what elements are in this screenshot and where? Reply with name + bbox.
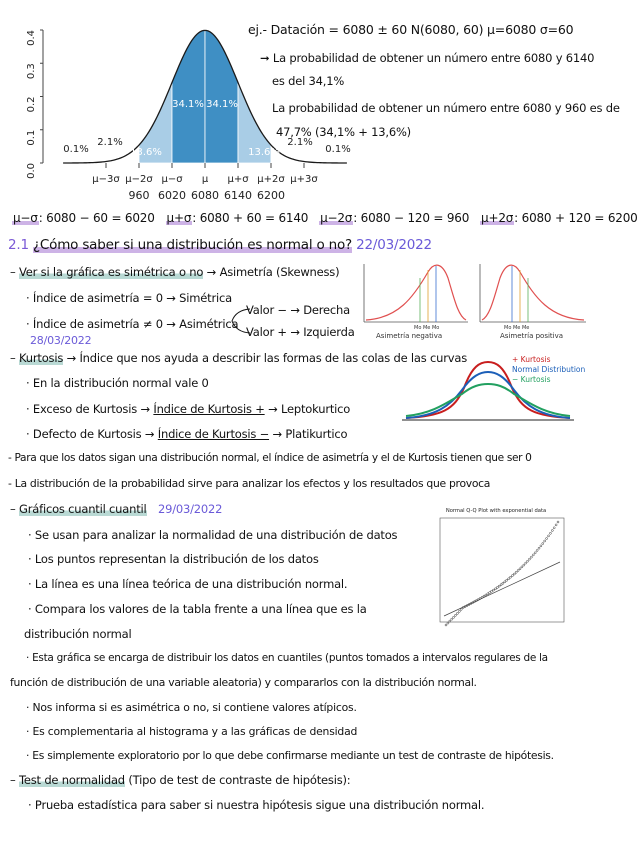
- section-date: 22/03/2022: [356, 237, 432, 253]
- value-tick-label: 6140: [224, 189, 252, 202]
- test-bullet-1: · Prueba estadística para saber si nuestra hipótesis sigue una distribución normal.: [28, 798, 485, 812]
- qq-bullet-3: · La línea es una línea teórica de una distribución normal.: [28, 577, 348, 591]
- legend-normal: Normal Distribution: [512, 365, 586, 374]
- summary-line-1: - Para que los datos sigan una distribución normal, el índice de asimetría y el de Kurtosis tienen que ser 0: [8, 452, 532, 464]
- qq-bullet-2: · Los puntos representan la distribución de los datos: [28, 552, 319, 566]
- sigma-tick-label: μ+2σ: [257, 174, 285, 185]
- sigma-row: [12, 211, 638, 225]
- summary-line-2: - La distribución de la probabilidad sirve para analizar los efectos y los resultados que provoca: [8, 477, 491, 490]
- skewness-illustration: [358, 258, 592, 342]
- asym-heading-rest: → Asimetría (Skewness): [206, 265, 340, 279]
- y-tick-label: 0.3: [26, 63, 37, 80]
- y-tick-label: 0.1: [26, 129, 37, 146]
- qq-bullet-6: · Nos informa si es asimétrica o no, si contiene valores atípicos.: [26, 701, 357, 714]
- example-line-1b: es del 34,1%: [272, 74, 345, 88]
- value-tick-label: 6020: [158, 189, 186, 202]
- legend-plus-kurtosis: + Kurtosis: [512, 355, 551, 364]
- qq-bullet-7: · Es complementaria al histograma y a las gráficas de densidad: [26, 725, 358, 738]
- asym-heading: – Ver si la gráfica es simétrica o no → Asimetría (Skewness): [10, 265, 340, 279]
- sigma-expr-2: μ+σ: [166, 211, 192, 225]
- legend-minus-kurtosis: − Kurtosis: [512, 375, 551, 384]
- section-number: 2.1: [8, 237, 29, 253]
- test-heading-hl: Test de normalidad: [19, 773, 125, 787]
- value-tick-label: 6200: [257, 189, 285, 202]
- sigma-band: [205, 30, 238, 163]
- example-line-2a: La probabilidad de obtener un número entre 6080 y 960 es de: [272, 101, 620, 115]
- example-header: ej.- Datación = 6080 ± 60 N(6080, 60) μ=6080 σ=60: [248, 22, 574, 37]
- qq-date: 29/03/2022: [157, 502, 223, 516]
- kurtosis-bullet-1: · En la distribución normal vale 0: [26, 376, 209, 390]
- minus-kurtosis-curve: [406, 384, 570, 416]
- sigma-expr-1: μ−σ: [13, 211, 38, 225]
- percentage-label: 0.1%: [63, 144, 89, 155]
- test-heading: – Test de normalidad (Tipo de test de contraste de hipótesis):: [10, 773, 351, 787]
- pos-skew-label: Asimetría positiva: [500, 332, 564, 340]
- qq-bullet-5a: · Esta gráfica se encarga de distribuir los datos en cuantiles (puntos tomados a intervalos regulares de la: [26, 652, 548, 664]
- sigma-expr-3: μ−2σ: [320, 211, 353, 225]
- sigma-tick-label: μ+3σ: [290, 174, 318, 185]
- qq-plot-title: Normal Q-Q Plot with exponential data: [445, 508, 547, 514]
- value-tick-label: 960: [128, 189, 150, 202]
- qq-bullet-5b: función de distribución de una variable aleatoria) y compararlos con la distribución normal.: [10, 676, 477, 689]
- percentage-label: 34.1%: [172, 99, 204, 110]
- kurt-b2c: → Leptokurtico: [268, 402, 351, 416]
- kurt-b3b: Índice de Kurtosis −: [157, 427, 270, 441]
- qq-heading: – Gráficos cuantil cuantil 29/03/2022: [10, 502, 223, 516]
- sigma-tick-label: μ−2σ: [125, 174, 153, 185]
- sigma-val-3: : 6080 − 120 = 960: [353, 211, 470, 225]
- asym-heading-hl: Ver si la gráfica es simétrica o no: [19, 265, 204, 279]
- neg-skew-ticks: Mo Me Mo: [414, 325, 440, 331]
- example-line-2b: 47,7% (34,1% + 13,6%): [276, 125, 411, 139]
- percentage-label: 2.1%: [97, 137, 123, 148]
- sigma-tick-label: μ−σ: [161, 174, 183, 185]
- percentage-label: 0.1%: [325, 144, 351, 155]
- qq-heading-hl: Gráficos cuantil cuantil: [19, 502, 147, 516]
- kurt-b2a: · Exceso de Kurtosis →: [26, 402, 150, 416]
- test-heading-rest: (Tipo de test de contraste de hipótesis):: [128, 773, 351, 787]
- qq-bullet-4a: · Compara los valores de la tabla frente a una línea que es la: [28, 602, 367, 616]
- y-tick-label: 0.4: [26, 30, 37, 46]
- sigma-band: [172, 30, 205, 163]
- percentage-label: 13.6%: [248, 147, 280, 158]
- sigma-tick-label: μ: [201, 174, 209, 185]
- kurtosis-date: 28/03/2022: [30, 334, 92, 347]
- kurt-b3a: · Defecto de Kurtosis →: [26, 427, 155, 441]
- pos-skew-ticks: Mo Me Me: [504, 325, 530, 331]
- y-tick-label: 0.0: [26, 163, 37, 179]
- qq-bullet-8: · Es simplemente exploratorio por lo que debe confirmarse mediante un test de contraste de hipótesis.: [26, 749, 554, 762]
- kurtosis-bullet-3: [26, 427, 347, 441]
- kurtosis-illustration: [402, 356, 592, 428]
- kurt-b2b: Índice de Kurtosis +: [153, 402, 265, 416]
- asym-bullet-2: · Índice de asimetría ≠ 0 → Asimétrica: [26, 317, 239, 331]
- value-tick-label: 6080: [191, 189, 219, 202]
- percentage-label: 34.1%: [206, 99, 238, 110]
- qq-bullet-1: · Se usan para analizar la normalidad de una distribución de datos: [28, 528, 398, 542]
- kurtosis-bullet-2: [26, 402, 350, 416]
- y-tick-label: 0.2: [26, 96, 37, 113]
- sigma-val-4: : 6080 + 120 = 6200: [514, 211, 638, 225]
- asym-bullet-1: · Índice de asimetría = 0 → Simétrica: [26, 291, 232, 305]
- asym-branch-2: Valor + → Izquierda: [246, 325, 355, 339]
- kurt-b3c: → Platikurtico: [272, 427, 348, 441]
- percentage-label: 2.1%: [287, 137, 313, 148]
- sigma-val-1: : 6080 − 60 = 6020: [38, 211, 155, 225]
- positive-skew-plot: [480, 264, 586, 340]
- section-title: [8, 237, 432, 253]
- sigma-tick-label: μ+σ: [227, 174, 249, 185]
- qq-plot: [422, 504, 570, 642]
- kurtosis-heading-rest: → Índice que nos ayuda a describir las formas de las colas de las curvas: [66, 351, 468, 365]
- neg-skew-label: Asimetría negativa: [376, 332, 443, 340]
- qq-bullet-4b: distribución normal: [24, 627, 132, 641]
- kurtosis-heading: – Kurtosis → Índice que nos ayuda a describir las formas de las colas de las curvas: [10, 351, 468, 365]
- negative-skew-plot: [364, 264, 468, 340]
- sigma-val-2: : 6080 + 60 = 6140: [192, 211, 309, 225]
- sigma-expr-4: μ+2σ: [481, 211, 514, 225]
- sigma-tick-label: μ−3σ: [92, 174, 120, 185]
- asym-branch-1: Valor − → Derecha: [246, 303, 350, 317]
- kurtosis-heading-hl: Kurtosis: [19, 351, 64, 365]
- example-line-1a: ➞ La probabilidad de obtener un número entre 6080 y 6140: [260, 51, 595, 65]
- percentage-label: 13.6%: [130, 147, 162, 158]
- section-heading: ¿Cómo saber si una distribución es normal o no?: [32, 237, 353, 253]
